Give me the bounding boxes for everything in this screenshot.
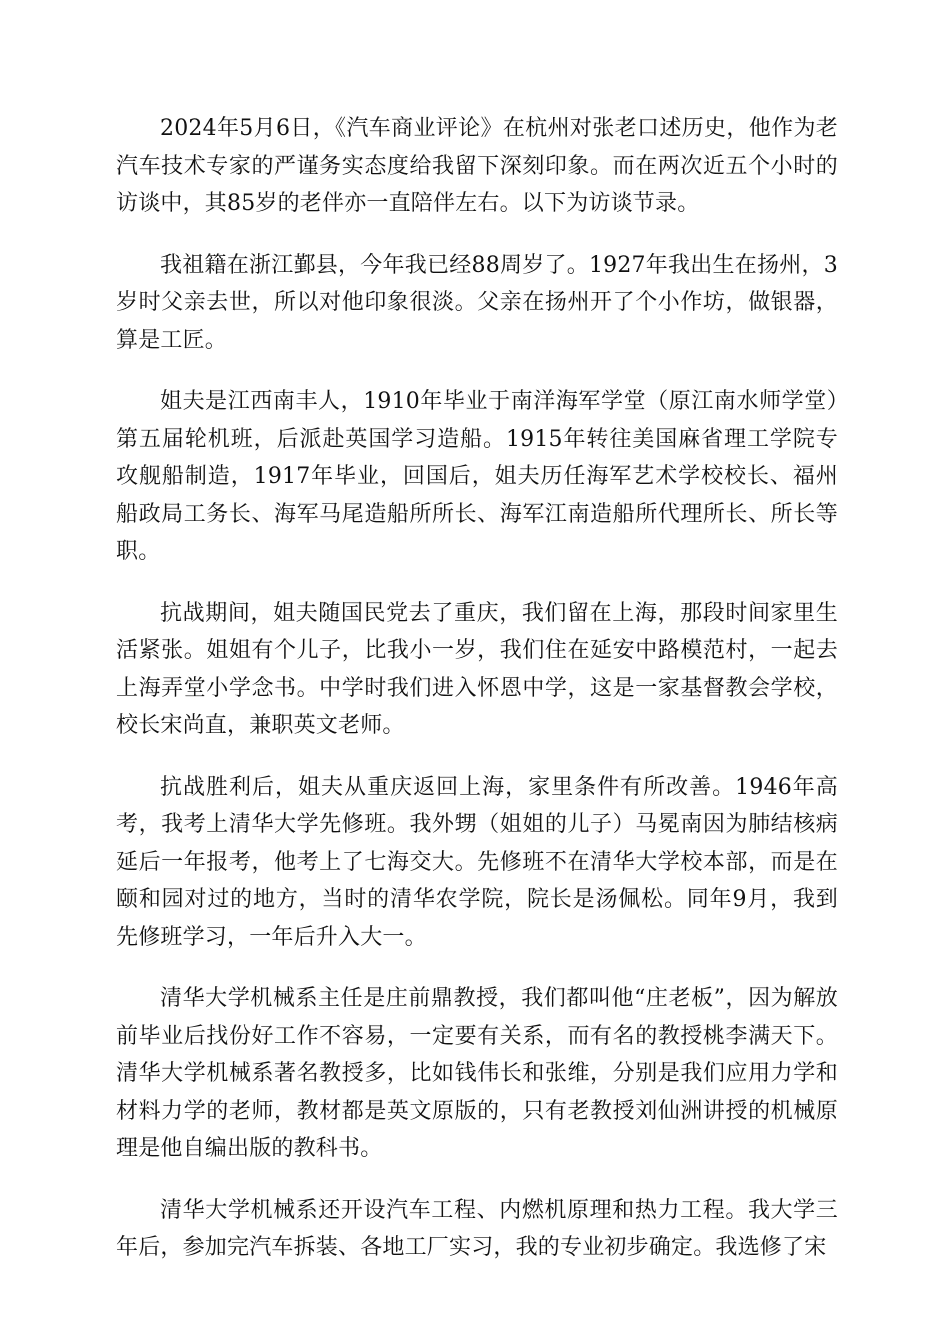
paragraph-tsinghua-courses: 清华大学机械系还开设汽车工程、内燃机原理和热力工程。我大学三年后，参加完汽车拆装、各地工厂实习，我的专业初步确定。我选修了宋 <box>116 1197 838 1260</box>
article-body <box>116 110 838 1291</box>
paragraph-brother-in-law: 姐夫是江西南丰人，1910年毕业于南洋海军学堂（原江南水师学堂）第五届轮机班，后派赴英国学习造船。1915年转往美国麻省理工学院专攻舰船制造，1917年毕业，回国后，姐夫历任海军艺术学校校长、福州船政局工务长、海军马尾造船所所长、海军江南造船所代理所长、所长等职。 <box>116 389 838 564</box>
paragraph-family-origin: 我祖籍在浙江鄞县，今年我已经88周岁了。1927年我出生在扬州，3岁时父亲去世，所以对他印象很淡。父亲在扬州开了个小作坊，做银器，算是工匠。 <box>116 252 838 353</box>
paragraph-tsinghua-mechanical: 清华大学机械系主任是庄前鼎教授，我们都叫他“庄老板”，因为解放前毕业后找份好工作不容易，一定要有关系，而有名的教授桃李满天下。清华大学机械系著名教授多，比如钱伟长和张维，分别是我们应用力学和材料力学的老师，教材都是英文原版的，只有老教授刘仙洲讲授的机械原理是他自编出版的教科书。 <box>116 986 838 1161</box>
paragraph-intro: 2024年5月6日，《汽车商业评论》在杭州对张老口述历史，他作为老汽车技术专家的严谨务实态度给我留下深刻印象。而在两次近五个小时的访谈中，其85岁的老伴亦一直陪伴左右。以下为访谈节录。 <box>116 116 838 216</box>
paragraph-after-war: 抗战胜利后，姐夫从重庆返回上海，家里条件有所改善。1946年高考，我考上清华大学先修班。我外甥（姐姐的儿子）马冕南因为肺结核病延后一年报考，他考上了七海交大。先修班不在清华大学校本部，而是在颐和园对过的地方，当时的清华农学院，院长是汤佩松。同年9月，我到先修班学习，一年后升入大一。 <box>116 774 838 950</box>
paragraph-wartime: 抗战期间，姐夫随国民党去了重庆，我们留在上海，那段时间家里生活紧张。姐姐有个儿子，比我小一岁，我们住在延安中路模范村，一起去上海弄堂小学念书。中学时我们进入怀恩中学，这是一家基督教会学校，校长宋尚直，兼职英文老师。 <box>116 600 838 738</box>
